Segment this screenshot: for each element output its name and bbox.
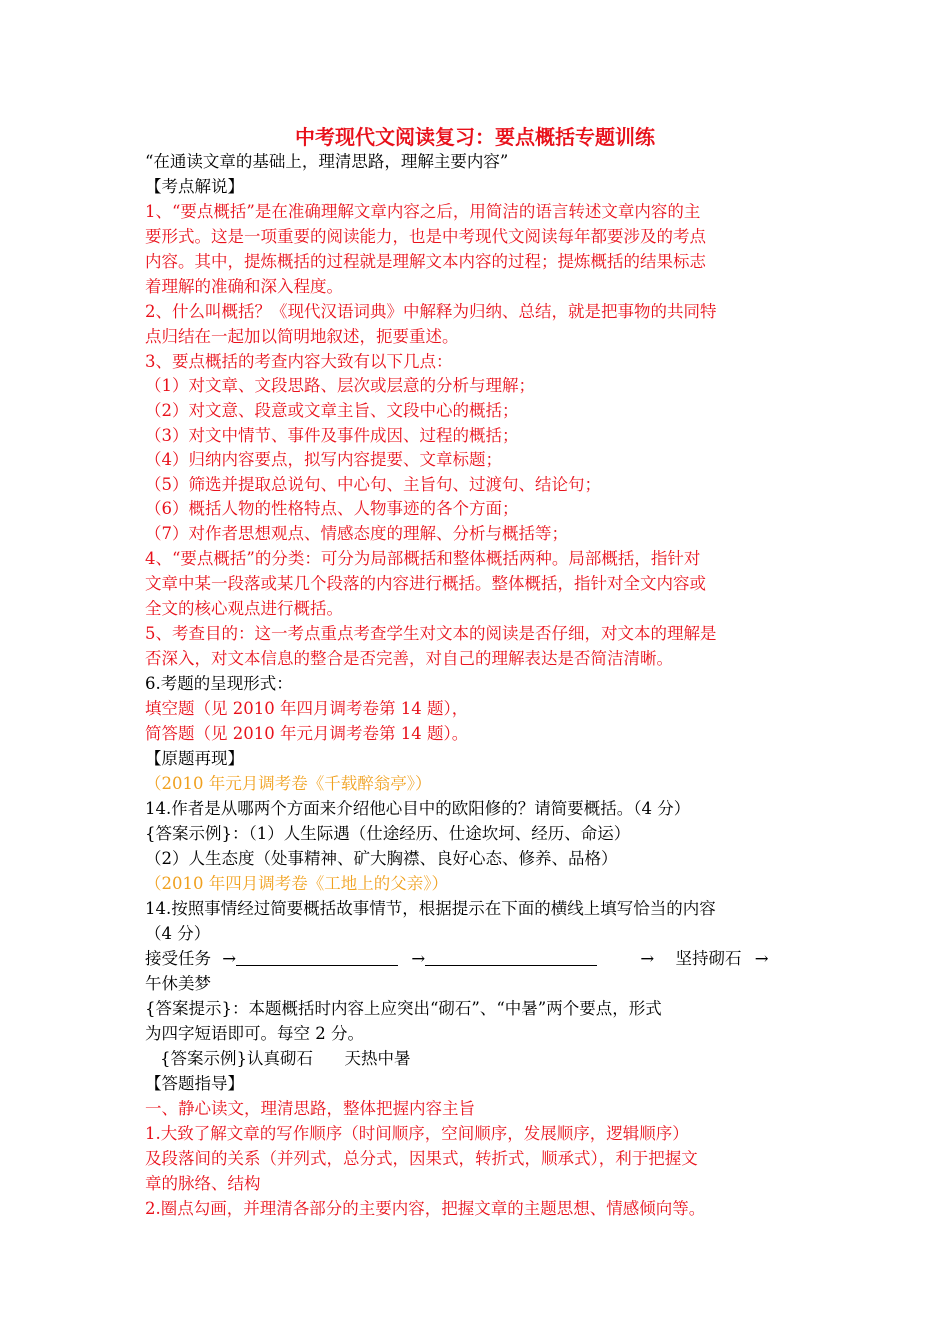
blank-line-1[interactable] <box>236 947 398 966</box>
answer-example-2: （2）人生态度（处事精神、矿大胸襟、良好心态、修养、品格） <box>145 849 618 868</box>
para2-line1: 2、什么叫概括？《现代汉语词典》中解释为归纳、总结，就是把事物的共同特 <box>145 302 717 321</box>
para5-line2: 否深入，对文本信息的整合是否完善，对自己的理解表达是否简洁清晰。 <box>145 649 673 668</box>
question-14-b-line2: （4 分） <box>145 924 211 943</box>
para1-line4: 着理解的准确和深入程度。 <box>145 277 343 296</box>
para3-heading: 3、要点概括的考查内容大致有以下几点： <box>145 352 453 371</box>
guide-line1: 1.大致了解文章的写作顺序（时间顺序，空间顺序，发展顺序，逻辑顺序） <box>145 1124 689 1143</box>
guide-line2: 及段落间的关系（并列式，总分式，因果式，转折式，顺承式），利于把握文 <box>145 1149 698 1168</box>
arrow-right-icon: → <box>640 949 655 968</box>
flow-step-end: 午休美梦 <box>145 974 211 993</box>
list-item: （4）归纳内容要点，拟写内容提要、文章标题； <box>145 450 502 469</box>
para1-line2: 要形式。这是一项重要的阅读能力，也是中考现代文阅读每年都要涉及的考点 <box>145 227 706 246</box>
para5-line1: 5、考查目的：这一考点重点考查学生对文本的阅读是否仔细，对文本的理解是 <box>145 624 717 643</box>
section-heading-kaodian: 【考点解说】 <box>145 177 244 196</box>
answer-example-1: {答案示例}：（1）人生际遇（仕途经历、仕途坎坷、经历、命运） <box>145 824 631 843</box>
question-14-b-line1: 14.按照事情经过简要概括故事情节，根据提示在下面的横线上填写恰当的内容 <box>145 899 716 918</box>
story-flow <box>145 947 815 972</box>
section-heading-yuanti: 【原题再现】 <box>145 749 244 768</box>
question-14-a: 14.作者是从哪两个方面来介绍他心目中的欧阳修的？请简要概括。（4 分） <box>145 799 691 818</box>
flow-step-start: 接受任务 <box>145 949 211 968</box>
arrow-right-icon: → <box>222 949 237 968</box>
blank-line-2[interactable] <box>425 947 597 966</box>
para4-line3: 全文的核心观点进行概括。 <box>145 599 343 618</box>
para2-line2: 点归结在一起加以简明地叙述，扼要重述。 <box>145 327 459 346</box>
para1-line1: 1、“要点概括”是在准确理解文章内容之后，用简洁的语言转述文章内容的主 <box>145 202 701 221</box>
intro-quote: “在通读文章的基础上，理清思路，理解主要内容” <box>145 152 509 171</box>
arrow-right-icon: → <box>754 949 769 968</box>
para6-fill-blank: 填空题（见 2010 年四月调考卷第 14 题）， <box>145 699 469 718</box>
answer-hint-line1: {答案提示}：本题概括时内容上应突出“砌石”、“中暑”两个要点，形式 <box>145 999 662 1018</box>
source-label-2: （2010 年四月调考卷《工地上的父亲》） <box>145 874 448 893</box>
para6-short-answer: 简答题（见 2010 年元月调考卷第 14 题）。 <box>145 724 469 743</box>
source-label-1: （2010 年元月调考卷《千载醉翁亭》） <box>145 774 432 793</box>
guide-heading-1: 一、静心读文，理清思路，整体把握内容主旨 <box>145 1099 475 1118</box>
list-item: （1）对文章、文段思路、层次或层意的分析与理解； <box>145 376 535 395</box>
document-title: 中考现代文阅读复习：要点概括专题训练 <box>295 125 655 149</box>
flow-step-mid: 坚持砌石 <box>675 949 742 968</box>
para1-line3: 内容。其中，提炼概括的过程就是理解文本内容的过程；提炼概括的结果标志 <box>145 252 706 271</box>
section-heading-dati: 【答题指导】 <box>145 1074 244 1093</box>
list-item: （2）对文意、段意或文章主旨、文段中心的概括； <box>145 401 519 420</box>
list-item: （6）概括人物的性格特点、人物事迹的各个方面； <box>145 499 519 518</box>
list-item: （7）对作者思想观点、情感态度的理解、分析与概括等； <box>145 524 568 543</box>
list-item: （3）对文中情节、事件及事件成因、过程的概括； <box>145 426 519 445</box>
arrow-right-icon: → <box>411 949 426 968</box>
guide-line4: 2.圈点勾画，并理清各部分的主要内容，把握文章的主题思想、情感倾向等。 <box>145 1199 706 1218</box>
para6-heading: 6.考题的呈现形式： <box>145 674 293 693</box>
list-item: （5）筛选并提取总说句、中心句、主旨句、过渡句、结论句； <box>145 475 601 494</box>
guide-line3: 章的脉络、结构 <box>145 1174 261 1193</box>
answer-hint-line2: 为四字短语即可。每空 2 分。 <box>145 1024 364 1043</box>
para4-line2: 文章中某一段落或某几个段落的内容进行概括。整体概括，指针对全文内容或 <box>145 574 706 593</box>
para4-line1: 4、“要点概括”的分类：可分为局部概括和整体概括两种。局部概括，指针对 <box>145 549 701 568</box>
answer-example-3: {答案示例}认真砌石 天热中暑 <box>160 1049 411 1068</box>
